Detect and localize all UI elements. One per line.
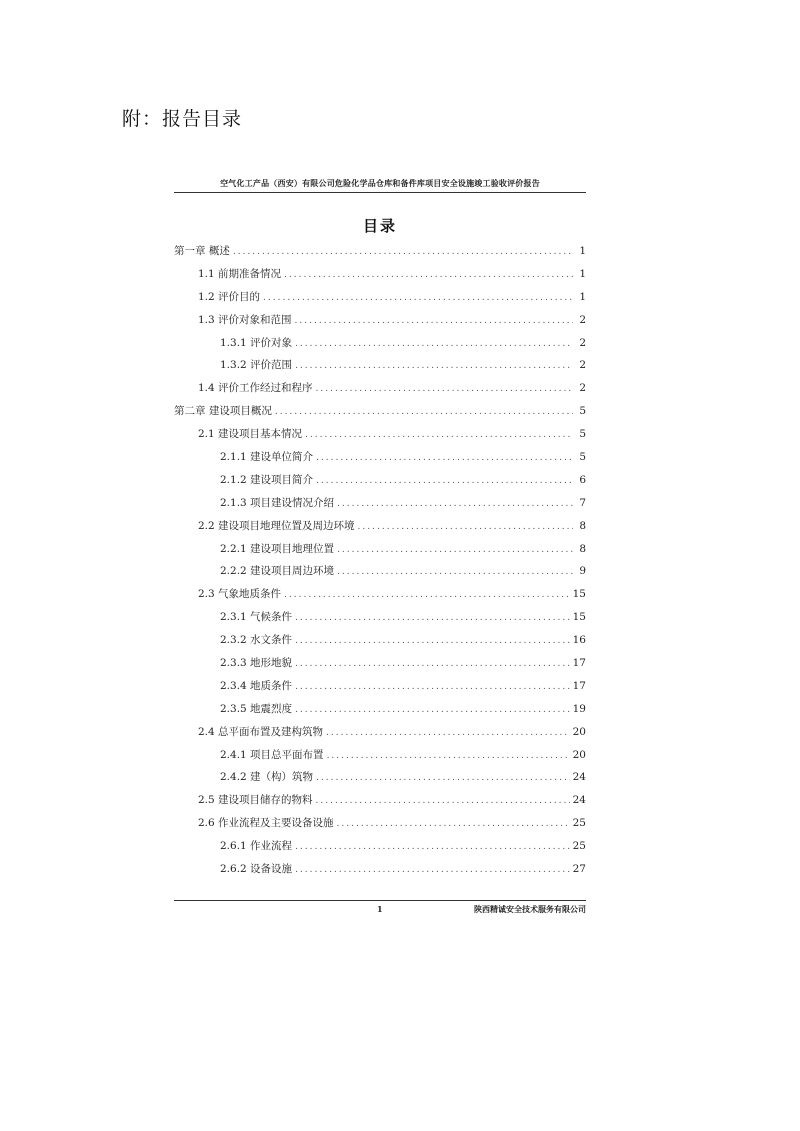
toc-entry-page: 5: [579, 405, 586, 418]
toc-dot-leader: [295, 339, 573, 349]
toc-entry-page: 15: [572, 588, 586, 601]
toc-entry-title: 2.3 气象地质条件: [198, 588, 282, 601]
toc-entry-page: 2: [579, 313, 586, 326]
toc-entry-page: 24: [572, 794, 586, 807]
toc-entry-title: 2.5 建设项目储存的物料: [198, 794, 313, 807]
toc-entry[interactable]: [174, 586, 586, 609]
toc-entry[interactable]: [174, 563, 586, 586]
toc-entry-page: 27: [572, 863, 586, 876]
toc-dot-leader: [316, 384, 573, 394]
toc-entry[interactable]: [174, 701, 586, 724]
toc-dot-leader: [316, 453, 573, 463]
toc-dot-leader: [295, 636, 570, 646]
toc-dot-leader: [326, 728, 570, 738]
toc-entry[interactable]: [174, 426, 586, 449]
toc-entry-title: 1.1 前期准备情况: [198, 267, 282, 280]
toc-entry[interactable]: [174, 609, 586, 632]
toc-entry-page: 17: [572, 657, 586, 670]
toc-dot-leader: [295, 316, 573, 326]
toc-entry-page: 5: [579, 451, 586, 464]
toc-entry-title: 1.2 评价目的: [198, 290, 261, 303]
toc-entry-title: 2.6 作业流程及主要设备设施: [198, 817, 334, 830]
footer-company: 陕西精诚安全技术服务有限公司: [474, 904, 586, 914]
toc-entry[interactable]: [174, 632, 586, 655]
toc-dot-leader: [295, 865, 570, 875]
toc-entry-page: 25: [572, 840, 586, 853]
toc-dot-leader: [316, 773, 570, 783]
toc-dot-leader: [284, 270, 573, 280]
toc-entry-title: 2.3.1 气候条件: [220, 611, 293, 624]
toc-entry[interactable]: [174, 815, 586, 838]
toc-dot-leader: [316, 476, 573, 486]
page-footer: [174, 900, 586, 914]
toc-dot-leader: [327, 751, 570, 761]
toc-entry-page: 15: [572, 611, 586, 624]
toc-entry-page: 8: [579, 519, 586, 532]
toc-entry[interactable]: [174, 838, 586, 861]
toc-dot-leader: [337, 567, 573, 577]
toc-entry-page: 20: [572, 748, 586, 761]
toc-entry-page: 24: [572, 771, 586, 784]
toc-entry[interactable]: [174, 335, 586, 358]
toc-dot-leader: [295, 613, 570, 623]
toc-entry-page: 17: [572, 679, 586, 692]
toc-entry-page: 2: [579, 359, 586, 372]
toc-entry-title: 1.3 评价对象和范围: [198, 313, 292, 326]
toc-entry-title: 2.3.5 地震烈度: [220, 702, 293, 715]
toc-entry-title: 1.4 评价工作经过和程序: [198, 382, 313, 395]
toc-entry-title: 2.1.2 建设项目简介: [220, 473, 314, 486]
toc-entry-page: 2: [579, 382, 586, 395]
toc-entry-title: 2.2.2 建设项目周边环境: [220, 565, 335, 578]
toc-entry-title: 1.3.1 评价对象: [220, 336, 293, 349]
toc-entry[interactable]: [174, 243, 586, 266]
toc-entry[interactable]: [174, 266, 586, 289]
toc-entry[interactable]: [174, 403, 586, 426]
toc-list: [174, 243, 586, 884]
toc-entry-title: 2.3.2 水文条件: [220, 634, 293, 647]
toc-entry-title: 2.2 建设项目地理位置及周边环境: [198, 519, 355, 532]
toc-entry-title: 2.4.1 项目总平面布置: [220, 748, 324, 761]
toc-entry-title: 2.6.2 设备设施: [220, 863, 293, 876]
toc-dot-leader: [295, 842, 570, 852]
toc-dot-leader: [295, 659, 570, 669]
toc-entry-title: 1.3.2 评价范围: [220, 359, 293, 372]
toc-dot-leader: [295, 682, 570, 692]
toc-entry[interactable]: [174, 792, 586, 815]
toc-dot-leader: [337, 819, 570, 829]
toc-entry-page: 20: [572, 725, 586, 738]
toc-title: 目录: [362, 217, 397, 235]
toc-entry[interactable]: [174, 289, 586, 312]
toc-entry-page: 25: [572, 817, 586, 830]
toc-dot-leader: [263, 293, 573, 303]
toc-dot-leader: [337, 545, 573, 555]
toc-entry-page: 1: [579, 290, 586, 303]
toc-entry-title: 2.2.1 建设项目地理位置: [220, 542, 335, 555]
toc-entry-title: 第二章 建设项目概况: [174, 405, 272, 418]
toc-dot-leader: [295, 361, 573, 371]
toc-entry[interactable]: [174, 678, 586, 701]
toc-entry[interactable]: [174, 312, 586, 335]
page-caption: 附：报告目录: [122, 108, 243, 130]
toc-entry-title: 2.1.3 项目建设情况介绍: [220, 496, 335, 509]
toc-entry-title: 2.4.2 建（构）筑物: [220, 771, 314, 784]
toc-entry-page: 1: [579, 267, 586, 280]
toc-entry[interactable]: [174, 495, 586, 518]
toc-dot-leader: [305, 430, 573, 440]
toc-entry-page: 8: [579, 542, 586, 555]
toc-entry[interactable]: [174, 518, 586, 541]
toc-entry[interactable]: [174, 861, 586, 884]
toc-entry[interactable]: [174, 449, 586, 472]
toc-dot-leader: [337, 499, 573, 509]
toc-dot-leader: [295, 705, 570, 715]
toc-dot-leader: [233, 247, 573, 257]
toc-entry-title: 2.6.1 作业流程: [220, 840, 293, 853]
toc-dot-leader: [275, 407, 573, 417]
toc-entry[interactable]: [174, 541, 586, 564]
toc-entry[interactable]: [174, 724, 586, 747]
toc-entry-title: 第一章 概述: [174, 245, 230, 257]
toc-entry[interactable]: [174, 380, 586, 403]
running-header: 空气化工产品（西安）有限公司危险化学品仓库和备件库项目安全设施竣工验收评价报告: [174, 178, 586, 193]
toc-dot-leader: [358, 522, 573, 532]
toc-entry[interactable]: [174, 655, 586, 678]
footer-page-number: 1: [377, 904, 383, 914]
toc-entry-title: 2.3.4 地质条件: [220, 679, 293, 692]
toc-entry-page: 5: [579, 428, 586, 441]
toc-entry[interactable]: [174, 357, 586, 380]
toc-dot-leader: [284, 590, 570, 600]
toc-entry-title: 2.3.3 地形地貌: [220, 657, 293, 670]
toc-entry-title: 2.1 建设项目基本情况: [198, 428, 303, 441]
toc-entry-page: 9: [579, 565, 586, 578]
toc-entry-page: 16: [572, 634, 586, 647]
toc-entry-page: 6: [579, 473, 586, 486]
toc-entry-page: 2: [579, 336, 586, 349]
toc-entry-title: 2.4 总平面布置及建构筑物: [198, 725, 324, 738]
toc-entry[interactable]: [174, 472, 586, 495]
toc-entry-title: 2.1.1 建设单位简介: [220, 451, 314, 464]
document-page: [174, 178, 586, 918]
toc-entry[interactable]: [174, 769, 586, 792]
toc-entry-page: 7: [579, 496, 586, 509]
toc-entry[interactable]: [174, 747, 586, 770]
toc-entry-page: 1: [579, 245, 586, 257]
toc-entry-page: 19: [572, 702, 586, 715]
toc-dot-leader: [316, 796, 570, 806]
